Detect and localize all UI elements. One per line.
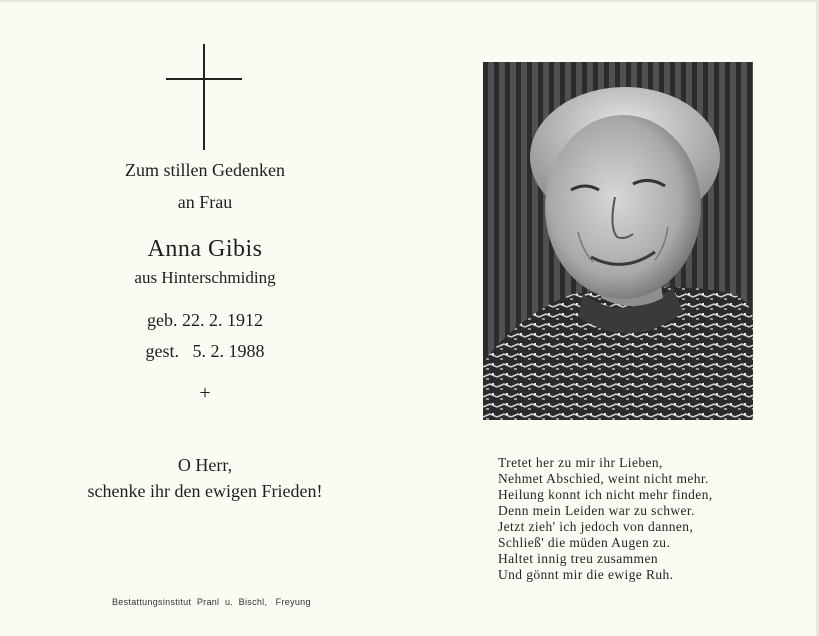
cross-icon — [166, 44, 242, 150]
card-edge-top — [0, 0, 819, 2]
cross-vertical-bar — [203, 44, 205, 150]
poem-line: Heilung konnt ich nicht mehr finden, — [498, 487, 713, 502]
death-date: gest. 5. 2. 1988 — [145, 341, 265, 361]
birth-date: geb. 22. 2. 1912 — [147, 310, 263, 330]
small-cross-separator: + — [199, 382, 211, 404]
poem-line: Haltet innig treu zusammen — [498, 551, 658, 566]
poem-line: Schließ' die müden Augen zu. — [498, 535, 671, 550]
funeral-home-credit: Bestattungsinstitut Pranl u. Bischl, Freyung — [112, 597, 311, 607]
poem — [498, 455, 713, 583]
poem-line: Nehmet Abschied, weint nicht mehr. — [498, 471, 709, 486]
prayer-line-2: schenke ihr den ewigen Frieden! — [87, 481, 323, 501]
intro-line-1: Zum stillen Gedenken — [125, 160, 285, 180]
cross-horizontal-bar — [166, 78, 242, 80]
intro-line-2: an Frau — [177, 192, 233, 212]
portrait-illustration — [483, 62, 753, 420]
deceased-name: Anna Gibis — [147, 236, 263, 262]
portrait-photo — [483, 62, 753, 420]
poem-line: Tretet her zu mir ihr Lieben, — [498, 455, 663, 470]
poem-line: Und gönnt mir die ewige Ruh. — [498, 567, 674, 582]
poem-line: Jetzt zieh' ich jedoch von dannen, — [498, 519, 694, 534]
deceased-origin: aus Hinterschmiding — [134, 268, 276, 287]
prayer-line-1: O Herr, — [177, 455, 233, 475]
poem-line: Denn mein Leiden war zu schwer. — [498, 503, 695, 518]
